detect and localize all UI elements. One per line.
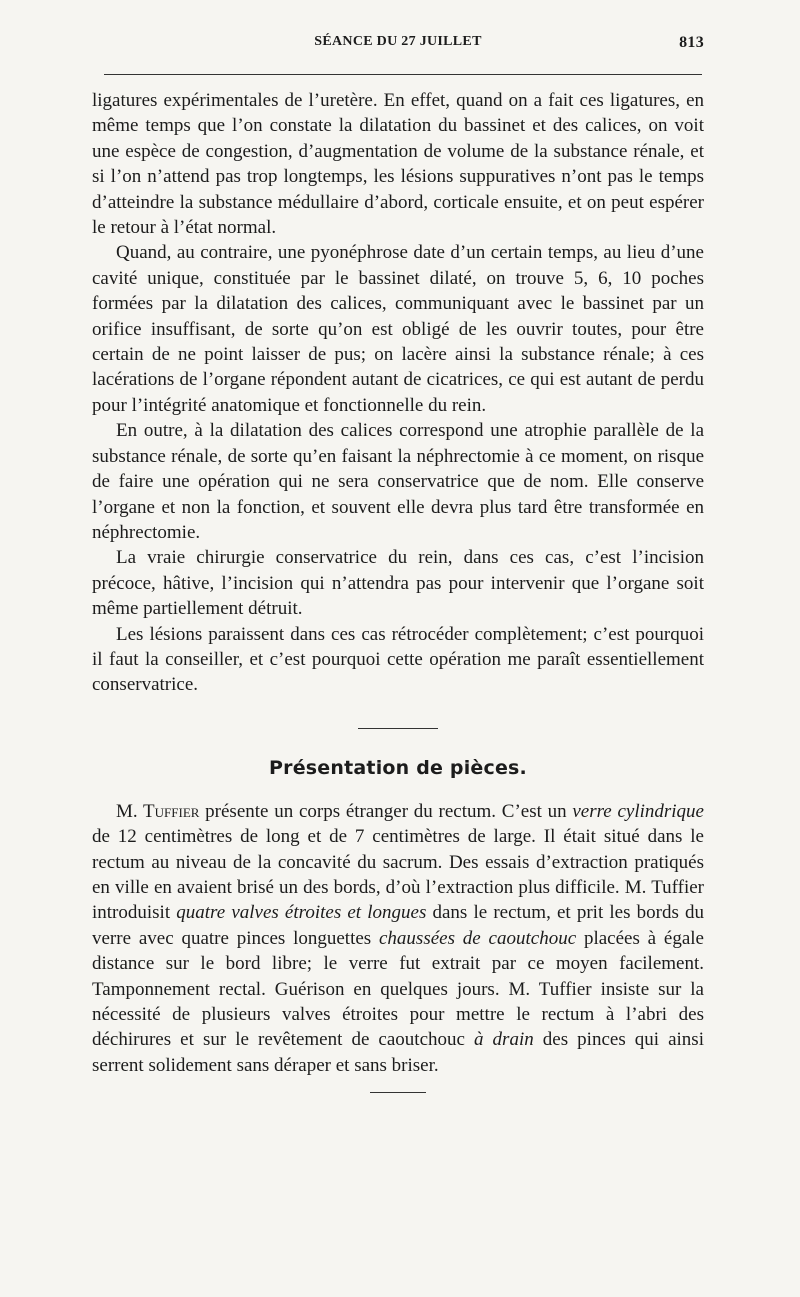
- page-number: 813: [679, 34, 704, 51]
- text-segment: dans le rectum, et prit les bords du verre avec quatre pinces longuettes: [92, 902, 704, 949]
- author-name: M. Tuffier: [116, 800, 200, 822]
- paragraph-5: Les lésions paraissent dans ces cas rétrocéder complètement; c’est pourquoi il faut la conseiller, et c’est pourquoi cette opération me paraît essentiellement conservatrice.: [92, 623, 704, 696]
- header-rule: [104, 74, 702, 75]
- italic-segment: verre cylindrique: [572, 800, 704, 822]
- page-header: [92, 34, 704, 56]
- italic-segment: quatre valves étroites et longues: [176, 902, 427, 924]
- end-rule: [370, 1092, 426, 1093]
- running-title: SÉANCE DU 27 JUILLET: [314, 34, 482, 49]
- section-paragraph: [92, 799, 704, 1078]
- text-segment: présente un corps étranger du rectum. C’est un: [199, 800, 573, 822]
- text-segment: des pinces qui ainsi serrent solidement sans déraper et sans briser.: [92, 1029, 704, 1076]
- text-segment: placées à égale distance sur le bord libre; le verre fut extrait par ce moyen facilement. Tamponnement rectal. Guérison en quelques jours. M. Tuffier insiste sur la nécessité de plusieurs valves étroites pour mettre le rectum à l’abri des déchirures et sur le revêtement de caoutchouc: [92, 927, 704, 1051]
- section-title: Présentation de pièces.: [269, 756, 527, 779]
- paragraph-2: Quand, au contraire, une pyonéphrose date d’un certain temps, au lieu d’une cavité unique, constituée par le bassinet dilaté, on trouve 5, 6, 10 poches formées par la dilatation des calices, communiquant avec le bassinet par un orifice insuffisant, de sorte qu’on est obligé de les ouvrir toutes, pour être certain de ne point laisser de pus; on lacère ainsi la substance rénale; à ces lacérations de l’organe répondent autant de cicatrices, ce qui est autant de perdu pour l’intégrité anatomique et fonctionnelle du rein.: [92, 242, 704, 416]
- page-body: [92, 88, 704, 1093]
- text-segment: de 12 centimètres de long et de 7 centimètres de large. Il était situé dans le rectum au niveau de la concavité du sacrum. Des essais d’extraction pratiqués en ville en avaient brisé un des bords, d’où l’extraction plus difficile. M. Tuffier introduisit: [92, 826, 704, 924]
- paragraph-1: ligatures expérimentales de l’uretère. En effet, quand on a fait ces ligatures, en même temps que l’on constate la dilatation du bassinet et des calices, on voit une espèce de congestion, d’augmentation de volume de la substance rénale, et si l’on n’attend pas trop longtemps, les lésions suppuratives n’ont pas le temps d’atteindre la substance médullaire d’abord, corticale ensuite, et on peut espérer le retour à l’état normal.: [92, 90, 704, 239]
- paragraph-4: La vraie chirurgie conservatrice du rein, dans ces cas, c’est l’incision précoce, hâtive, l’incision qui n’attendra pas pour intervenir que l’organe soit même partiellement détruit.: [92, 547, 704, 620]
- italic-segment: chaussées de caoutchouc: [379, 927, 577, 949]
- section-divider: [358, 728, 438, 729]
- italic-segment: à drain: [474, 1029, 534, 1051]
- paragraph-3: En outre, à la dilatation des calices correspond une atrophie parallèle de la substance rénale, de sorte qu’en faisant la néphrectomie à ce moment, on risque de faire une opération qui ne sera conservatrice que de nom. Elle conserve l’organe et non la fonction, et souvent elle devra plus tard être transformée en néphrectomie.: [92, 420, 704, 543]
